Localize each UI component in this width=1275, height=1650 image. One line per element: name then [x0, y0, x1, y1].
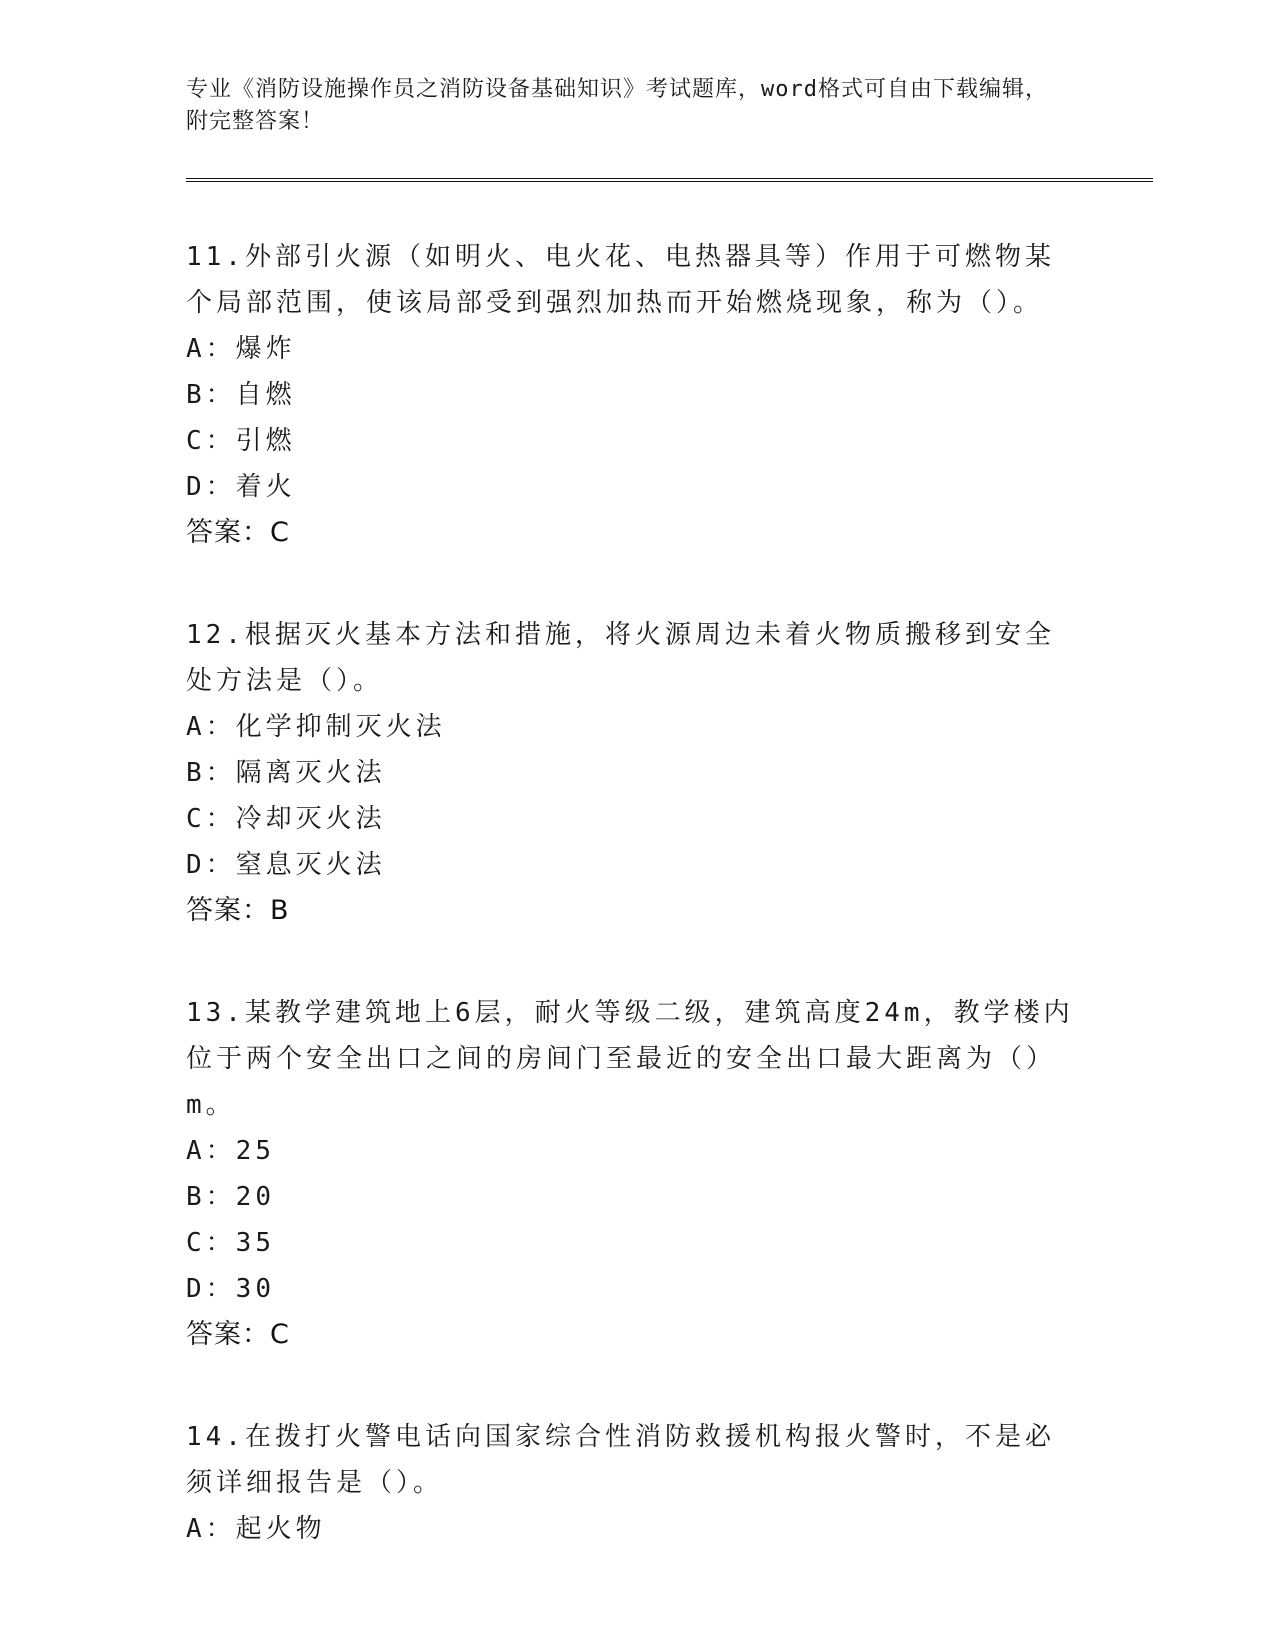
option-text: 20	[235, 1182, 275, 1212]
question-text: 14.在拨打火警电话向国家综合性消防救援机构报火警时，不是必须详细报告是（）。	[186, 1422, 1055, 1498]
option-list	[186, 704, 1076, 888]
question-11	[186, 234, 1076, 556]
question-13	[186, 990, 1076, 1358]
option-text: 冷却灭火法	[235, 804, 386, 834]
option-letter: A	[186, 334, 206, 364]
option-d: D：着火	[186, 472, 296, 502]
option-text: 30	[235, 1274, 275, 1304]
option-list	[186, 1128, 1076, 1312]
option-text: 窒息灭火法	[235, 850, 386, 880]
option-letter: C	[186, 426, 206, 456]
option-text: 起火物	[235, 1514, 326, 1544]
option-text: 爆炸	[235, 334, 296, 364]
option-c: C：冷却灭火法	[186, 804, 386, 834]
option-letter: D	[186, 472, 206, 502]
option-a: A：爆炸	[186, 334, 296, 364]
option-letter: B	[186, 1182, 206, 1212]
option-text: 引燃	[235, 426, 296, 456]
option-text: 自燃	[235, 380, 296, 410]
question-text: 12.根据灭火基本方法和措施，将火源周边未着火物质搬移到安全处方法是（）。	[186, 620, 1055, 696]
answer-line: 答案：C	[186, 517, 290, 548]
option-a: A：化学抑制灭火法	[186, 712, 446, 742]
question-text: 11.外部引火源（如明火、电火花、电热器具等）作用于可燃物某个局部范围，使该局部受到强烈加热而开始燃烧现象，称为（）。	[186, 242, 1055, 318]
option-list	[186, 1506, 1076, 1552]
answer-line: 答案：B	[186, 895, 290, 926]
header-divider	[186, 178, 1153, 182]
option-d: D：30	[186, 1274, 275, 1304]
option-text: 35	[235, 1228, 275, 1258]
option-b: B：20	[186, 1182, 275, 1212]
option-b: B：隔离灭火法	[186, 758, 386, 788]
option-c: C：引燃	[186, 426, 296, 456]
option-a: A：25	[186, 1136, 275, 1166]
option-letter: C	[186, 1228, 206, 1258]
option-d: D：窒息灭火法	[186, 850, 386, 880]
question-list	[186, 234, 1076, 1608]
option-letter: D	[186, 1274, 206, 1304]
option-list	[186, 326, 1076, 510]
option-text: 着火	[235, 472, 296, 502]
option-text: 隔离灭火法	[235, 758, 386, 788]
option-letter: A	[186, 712, 206, 742]
option-a: A：起火物	[186, 1514, 326, 1544]
option-b: B：自燃	[186, 380, 296, 410]
option-letter: B	[186, 758, 206, 788]
document-intro: 专业《消防设施操作员之消防设备基础知识》考试题库，word格式可自由下载编辑，附完整答案！	[186, 77, 1048, 134]
question-14	[186, 1414, 1076, 1552]
question-12	[186, 612, 1076, 934]
option-text: 化学抑制灭火法	[235, 712, 446, 742]
option-letter: A	[186, 1514, 206, 1544]
option-letter: A	[186, 1136, 206, 1166]
option-text: 25	[235, 1136, 275, 1166]
option-letter: C	[186, 804, 206, 834]
option-c: C：35	[186, 1228, 275, 1258]
option-letter: D	[186, 850, 206, 880]
option-letter: B	[186, 380, 206, 410]
answer-line: 答案：C	[186, 1319, 290, 1350]
question-text: 13.某教学建筑地上6层，耐火等级二级，建筑高度24m，教学楼内位于两个安全出口之间的房间门至最近的安全出口最大距离为（）m。	[186, 998, 1074, 1120]
